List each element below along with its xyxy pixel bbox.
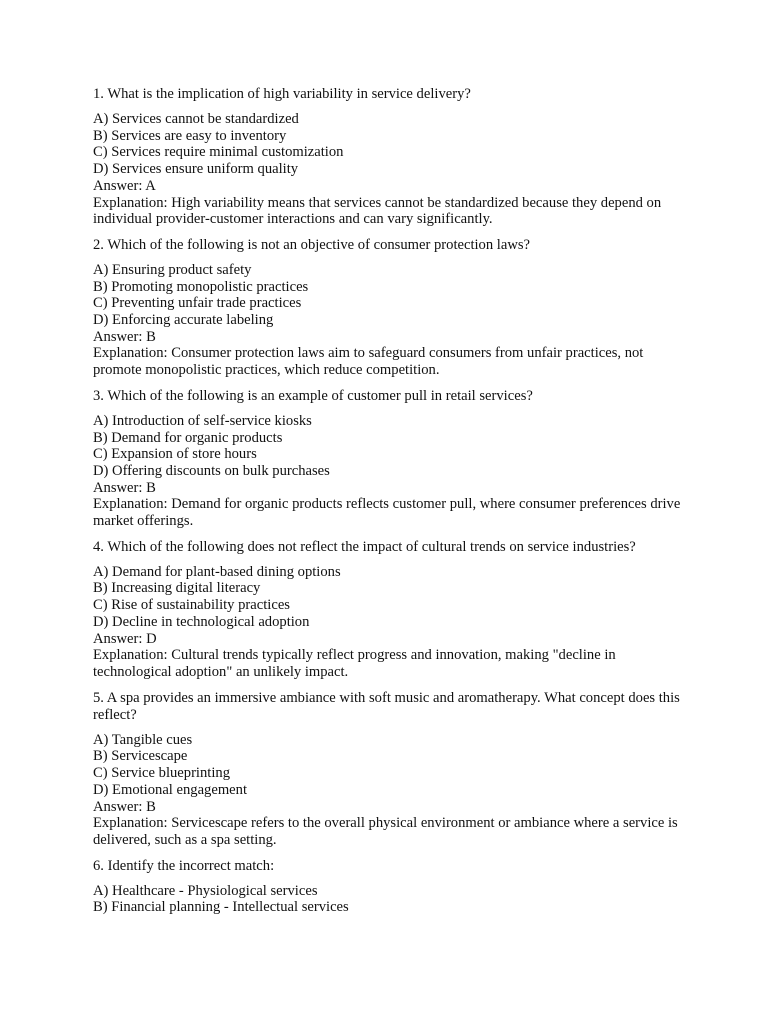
option-d: D) Decline in technological adoption <box>93 613 310 630</box>
option-b: B) Increasing digital literacy <box>93 580 261 597</box>
answer-text: Answer: B <box>93 479 156 496</box>
option-b: B) Promoting monopolistic practices <box>93 278 309 295</box>
explanation-text: Explanation: High variability means that services cannot be standardized because they depend on individual provider-customer interactions and can vary significantly. <box>93 194 662 228</box>
option-c: C) Expansion of store hours <box>93 446 257 463</box>
option-d: D) Emotional engagement <box>93 781 247 798</box>
option-a: A) Ensuring product safety <box>93 261 252 278</box>
question-block-3 <box>93 388 693 530</box>
answer-text: Answer: B <box>93 798 156 815</box>
question-text: 3. Which of the following is an example of customer pull in retail services? <box>93 387 533 404</box>
option-d: D) Enforcing accurate labeling <box>93 312 274 329</box>
option-c: C) Rise of sustainability practices <box>93 597 290 614</box>
option-b: B) Services are easy to inventory <box>93 127 287 144</box>
question-text: 1. What is the implication of high variability in service delivery? <box>93 86 471 102</box>
explanation-text: Explanation: Cultural trends typically reflect progress and innovation, making "decline in technological adoption" an unlikely impact. <box>93 647 616 680</box>
option-a: A) Services cannot be standardized <box>93 111 299 127</box>
question-text: 5. A spa provides an immersive ambiance with soft music and aromatherapy. What concept does this reflect? <box>93 689 680 723</box>
question-block-5 <box>93 690 693 849</box>
question-block-4 <box>93 539 693 681</box>
option-c: C) Service blueprinting <box>93 765 230 782</box>
question-text: 6. Identify the incorrect match: <box>93 857 275 874</box>
question-block-2 <box>93 237 693 379</box>
option-a: A) Introduction of self-service kiosks <box>93 412 312 429</box>
option-c: C) Preventing unfair trade practices <box>93 295 302 312</box>
option-b: B) Demand for organic products <box>93 429 283 446</box>
explanation-text: Explanation: Demand for organic products reflects customer pull, where consumer preferences drive market offerings. <box>93 496 681 530</box>
option-a: A) Demand for plant-based dining options <box>93 563 341 580</box>
option-c: C) Services require minimal customization <box>93 144 344 161</box>
option-a: A) Tangible cues <box>93 731 193 748</box>
option-a: A) Healthcare - Physiological services <box>93 882 318 899</box>
explanation-text: Explanation: Consumer protection laws aim to safeguard consumers from unfair practices, not promote monopolistic practices, which reduce competition. <box>93 345 644 379</box>
answer-text: Answer: B <box>93 328 156 345</box>
option-d: D) Offering discounts on bulk purchases <box>93 462 330 479</box>
question-block-1 <box>93 86 693 228</box>
document-page <box>93 86 693 916</box>
option-b: B) Financial planning - Intellectual services <box>93 899 349 916</box>
question-block-6 <box>93 858 693 916</box>
option-d: D) Services ensure uniform quality <box>93 161 299 178</box>
answer-text: Answer: A <box>93 177 156 194</box>
explanation-text: Explanation: Servicescape refers to the overall physical environment or ambiance where a service is delivered, such as a spa setting. <box>93 815 678 848</box>
question-text: 4. Which of the following does not reflect the impact of cultural trends on service industries? <box>93 538 636 555</box>
option-b: B) Servicescape <box>93 748 188 765</box>
answer-text: Answer: D <box>93 630 157 647</box>
question-text: 2. Which of the following is not an objective of consumer protection laws? <box>93 236 531 253</box>
